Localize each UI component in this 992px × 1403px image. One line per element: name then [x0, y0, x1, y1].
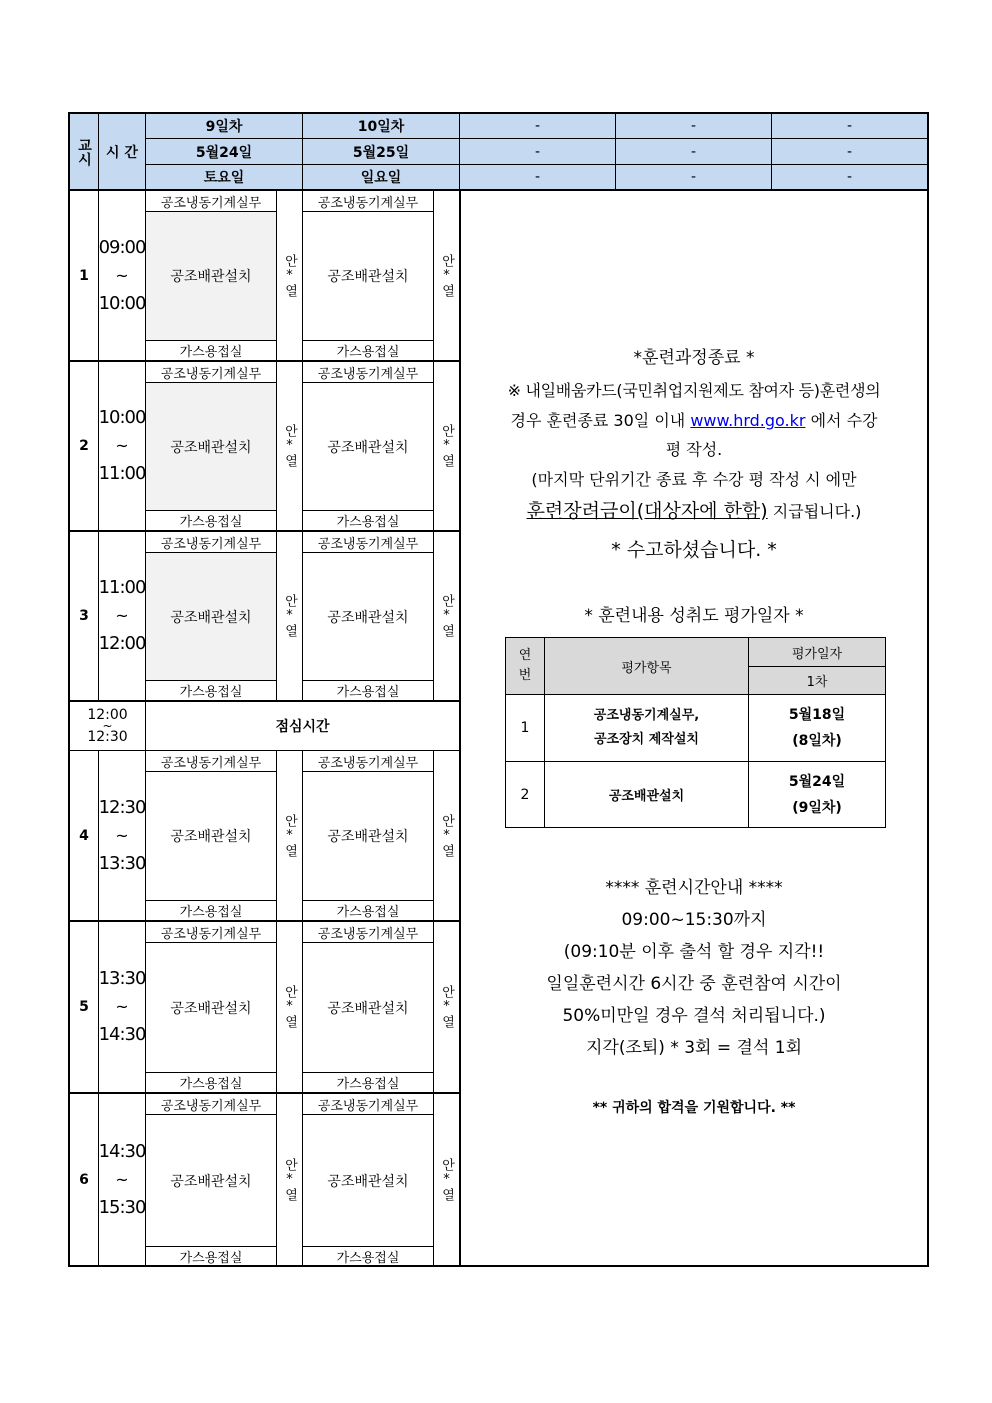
closing-message: ** 귀하의 합격을 기원합니다. ** [592, 1100, 796, 1116]
weekday-9-text: 토요일 [203, 170, 245, 186]
instructor-note [433, 531, 460, 701]
subject-category-text: 공조냉동기계실무 [160, 926, 262, 942]
eval-row1-date2: (8일차) [792, 733, 842, 749]
period-number [68, 750, 99, 921]
eval-no-header-text: 연번 [518, 648, 532, 683]
instructor-note [433, 361, 460, 531]
period-number-text: 5 [79, 999, 89, 1015]
subject-room [302, 1246, 434, 1267]
eval-row2-no-text: 2 [520, 786, 530, 803]
notice-title: *훈련과정종료 * [633, 348, 755, 368]
date-10-label [302, 138, 460, 165]
lunch-time [68, 701, 146, 751]
instructor-note-text: 안*열 [439, 424, 454, 468]
hrd-link[interactable]: www.hrd.go.kr [690, 411, 806, 430]
eval-row2-date2: (9일차) [792, 799, 842, 816]
empty-col-cell [459, 164, 616, 191]
period-number-text: 1 [79, 267, 89, 284]
day-10-text: 10일차 [357, 119, 405, 135]
subject-main-text: 공조배관설치 [327, 829, 409, 845]
instructor-note [433, 190, 460, 361]
eval-row1-item2: 공조장치 제작설치 [594, 732, 699, 747]
empty-col-dash: - [846, 118, 853, 134]
eval-row1-no-text: 1 [520, 720, 530, 736]
subject-room [145, 900, 277, 921]
period-time [98, 361, 146, 531]
subject-main [302, 382, 434, 511]
subject-main [302, 211, 434, 341]
period-sep: ~ [115, 265, 129, 285]
period-time [98, 531, 146, 701]
lunch-end: 12:30 [87, 729, 128, 745]
subject-main-text: 공조배관설치 [327, 1173, 409, 1190]
subject-category-text: 공조냉동기계실무 [317, 536, 419, 552]
subject-room-text: 가스용접실 [179, 345, 243, 360]
subject-room [302, 510, 434, 531]
eval-row2-date [748, 761, 886, 828]
subject-main [145, 211, 277, 341]
period-number-text: 6 [79, 1172, 89, 1188]
time-header [98, 112, 146, 191]
period-number [68, 190, 99, 361]
subject-category-text: 공조냉동기계실무 [160, 366, 262, 382]
empty-col-dash: - [534, 118, 541, 134]
period-sep: ~ [115, 606, 129, 625]
subject-category [145, 361, 277, 383]
period-end: 11:00 [98, 463, 146, 484]
subject-room [145, 340, 277, 361]
instructor-note [276, 750, 303, 921]
notice-line2 [461, 408, 927, 431]
empty-col-dash: - [690, 118, 697, 134]
subject-main-text: 공조배관설치 [327, 269, 409, 285]
eval-table [505, 637, 886, 828]
subject-category-text: 공조냉동기계실무 [317, 195, 419, 211]
period-number [68, 921, 99, 1093]
instructor-note [276, 361, 303, 531]
eval-row2-item [544, 761, 749, 828]
empty-col-dash: - [846, 169, 853, 185]
subject-main-text: 공조배관설치 [170, 439, 252, 456]
subject-room [302, 340, 434, 361]
subject-category [302, 190, 434, 212]
time-info-line4: 50%미만일 경우 결석 처리됩니다.) [562, 1006, 826, 1026]
period-end: 14:30 [98, 1024, 146, 1045]
instructor-note-text: 안*열 [282, 1158, 297, 1202]
time-info-line5: 지각(조퇴) * 3회 = 결석 1회 [585, 1038, 803, 1058]
subject-main [302, 552, 434, 681]
subject-category [302, 1093, 434, 1115]
instructor-note-text: 안*열 [282, 985, 297, 1029]
period-number [68, 1093, 99, 1267]
empty-col-dash: - [846, 143, 853, 160]
eval-row1-item1: 공조냉동기계실무, [593, 708, 700, 723]
instructor-note [276, 190, 303, 361]
subject-main [145, 382, 277, 511]
subject-category [145, 750, 277, 772]
period-start: 14:30 [98, 1141, 146, 1162]
period-time [98, 921, 146, 1093]
instructor-note-text: 안*열 [439, 985, 454, 1029]
eval-row1-date [748, 694, 886, 762]
instructor-note [276, 921, 303, 1093]
subject-main [302, 771, 434, 901]
period-end: 13:30 [98, 852, 146, 874]
eval-item-header [544, 637, 749, 695]
time-header-text: 시 간 [106, 144, 138, 161]
instructor-note [276, 1093, 303, 1267]
instructor-note [433, 750, 460, 921]
lunch-sep: ~ [102, 719, 113, 733]
instructor-note [433, 921, 460, 1093]
subject-category-text: 공조냉동기계실무 [160, 755, 262, 771]
empty-col-cell [615, 112, 772, 139]
time-info-line1: 09:00~15:30까지 [621, 910, 767, 930]
subject-category [302, 750, 434, 772]
period-time [98, 750, 146, 921]
subject-room-text: 가스용접실 [179, 905, 243, 920]
subject-main-text: 공조배관설치 [170, 829, 252, 845]
empty-col-dash: - [690, 169, 697, 185]
notice-line4: (마지막 단위기간 종료 후 수강 평 작성 시 에만 [531, 470, 857, 489]
instructor-note-text: 안*열 [282, 253, 297, 298]
period-sep: ~ [115, 436, 129, 455]
period-end: 12:00 [98, 633, 146, 654]
subject-main-text: 공조배관설치 [327, 609, 409, 626]
eval-row1-item [544, 694, 749, 762]
date-9-text: 5월24일 [195, 144, 253, 161]
subject-room-text: 가스용접실 [336, 345, 400, 360]
subject-main [145, 1114, 277, 1247]
lunch-label-text: 점심시간 [275, 719, 330, 735]
instructor-note-text: 안*열 [439, 594, 454, 638]
subject-room [145, 510, 277, 531]
empty-col-cell [771, 112, 929, 139]
notice-line5 [461, 496, 927, 523]
instructor-note-text: 안*열 [282, 424, 297, 468]
time-info-line3: 일일훈련시간 6시간 중 훈련참여 시간이 [546, 974, 842, 994]
subject-room [145, 1072, 277, 1093]
subject-category-text: 공조냉동기계실무 [317, 366, 419, 382]
time-info-title: **** 훈련시간안내 **** [605, 878, 783, 898]
eval-row1-no [505, 694, 545, 762]
subject-room-text: 가스용접실 [179, 515, 243, 530]
subject-category [302, 531, 434, 553]
notice-thanks: * 수고하셨습니다. * [611, 539, 777, 561]
subject-category [302, 921, 434, 943]
subject-category-text: 공조냉동기계실무 [317, 1098, 419, 1114]
period-number-text: 4 [79, 827, 89, 844]
period-time [98, 190, 146, 361]
instructor-note-text: 안*열 [439, 813, 454, 858]
empty-col-cell [615, 138, 772, 165]
date-9-label [145, 138, 303, 165]
instructor-note-text: 안*열 [282, 813, 297, 858]
instructor-note [433, 1093, 460, 1267]
subject-room [302, 900, 434, 921]
notice-line5-post: 지급됩니다.) [767, 502, 862, 521]
instructor-note-text: 안*열 [439, 253, 454, 298]
empty-col-cell [771, 138, 929, 165]
instructor-note-text: 안*열 [282, 594, 297, 638]
notice-line5-underlined: 훈련장려금이(대상자에 한함) [526, 500, 768, 522]
subject-category-text: 공조냉동기계실무 [160, 1098, 262, 1114]
empty-col-cell [459, 112, 616, 139]
day-9-label [145, 112, 303, 139]
subject-room [302, 680, 434, 701]
subject-category [145, 190, 277, 212]
lunch-start: 12:00 [87, 707, 128, 723]
subject-room [145, 680, 277, 701]
instructor-note-text: 안*열 [439, 1158, 454, 1202]
subject-main [302, 942, 434, 1073]
eval-title: * 훈련내용 성취도 평가일자 * [584, 606, 804, 626]
period-time [98, 1093, 146, 1267]
eval-row2-date1: 5월24일 [788, 773, 846, 790]
period-start: 13:30 [98, 968, 146, 989]
period-start: 09:00 [98, 236, 146, 258]
period-start: 12:30 [98, 796, 146, 818]
subject-main [145, 552, 277, 681]
subject-room-text: 가스용접실 [179, 1077, 243, 1092]
period-sep: ~ [115, 825, 129, 845]
subject-category [302, 361, 434, 383]
eval-row1-date1: 5월18일 [788, 707, 846, 723]
period-number-text: 3 [79, 608, 89, 624]
notice-line2-pre: 경우 훈련종료 30일 이내 [510, 411, 691, 430]
eval-round-header [748, 666, 886, 695]
lunch-label [145, 701, 460, 751]
notice-line3: 평 작성. [665, 440, 723, 459]
notice-panel [459, 190, 929, 1267]
eval-no-header [505, 637, 545, 695]
subject-main-text: 공조배관설치 [327, 1000, 409, 1017]
subject-room-text: 가스용접실 [336, 905, 400, 920]
subject-room-text: 가스용접실 [336, 685, 400, 700]
weekday-10-label [302, 164, 460, 191]
period-start: 11:00 [98, 577, 146, 598]
subject-main-text: 공조배관설치 [170, 1000, 252, 1017]
subject-main [145, 771, 277, 901]
eval-date-header [748, 637, 886, 667]
notice-line1: ※ 내일배움카드(국민취업지원제도 참여자 등)훈련생의 [507, 381, 881, 400]
subject-main-text: 공조배관설치 [327, 439, 409, 456]
eval-item-header-text: 평가항목 [621, 660, 672, 676]
empty-col-cell [615, 164, 772, 191]
subject-main-text: 공조배관설치 [170, 1173, 252, 1190]
subject-room-text: 가스용접실 [336, 515, 400, 530]
empty-col-dash: - [534, 143, 541, 160]
weekday-10-text: 일요일 [360, 170, 402, 186]
subject-category-text: 공조냉동기계실무 [160, 195, 262, 211]
subject-room [302, 1072, 434, 1093]
period-number-text: 2 [79, 438, 89, 454]
instructor-note [276, 531, 303, 701]
subject-main [145, 942, 277, 1073]
subject-main [302, 1114, 434, 1247]
period-sep: ~ [115, 1170, 129, 1189]
subject-category-text: 공조냉동기계실무 [317, 755, 419, 771]
time-info-line2: (09:10분 이후 출석 할 경우 지각!! [563, 942, 825, 962]
empty-col-dash: - [534, 169, 541, 185]
period-header-text: 교시 [76, 137, 92, 166]
period-end: 15:30 [98, 1197, 146, 1218]
subject-room-text: 가스용접실 [336, 1251, 400, 1266]
eval-date-header-text: 평가일자 [791, 646, 843, 662]
day-10-label [302, 112, 460, 139]
period-end: 10:00 [98, 292, 146, 314]
subject-category [145, 921, 277, 943]
subject-category [145, 531, 277, 553]
empty-col-dash: - [690, 143, 697, 160]
period-sep: ~ [115, 997, 129, 1016]
subject-room [145, 1246, 277, 1267]
period-number [68, 531, 99, 701]
eval-row2-no [505, 761, 545, 828]
subject-main-text: 공조배관설치 [170, 609, 252, 626]
subject-category [145, 1093, 277, 1115]
period-number [68, 361, 99, 531]
subject-room-text: 가스용접실 [179, 1251, 243, 1266]
subject-main-text: 공조배관설치 [170, 269, 252, 285]
empty-col-cell [459, 138, 616, 165]
day-9-text: 9일차 [205, 119, 243, 135]
empty-col-cell [771, 164, 929, 191]
subject-room-text: 가스용접실 [179, 685, 243, 700]
subject-category-text: 공조냉동기계실무 [160, 536, 262, 552]
period-start: 10:00 [98, 407, 146, 428]
date-10-text: 5월25일 [352, 144, 410, 161]
subject-category-text: 공조냉동기계실무 [317, 926, 419, 942]
period-header [68, 112, 99, 191]
subject-room-text: 가스용접실 [336, 1077, 400, 1092]
eval-row2-item1: 공조배관설치 [608, 789, 685, 804]
eval-round-header-text: 1차 [806, 675, 828, 690]
weekday-9-label [145, 164, 303, 191]
notice-line2-post: 에서 수강 [805, 411, 878, 430]
